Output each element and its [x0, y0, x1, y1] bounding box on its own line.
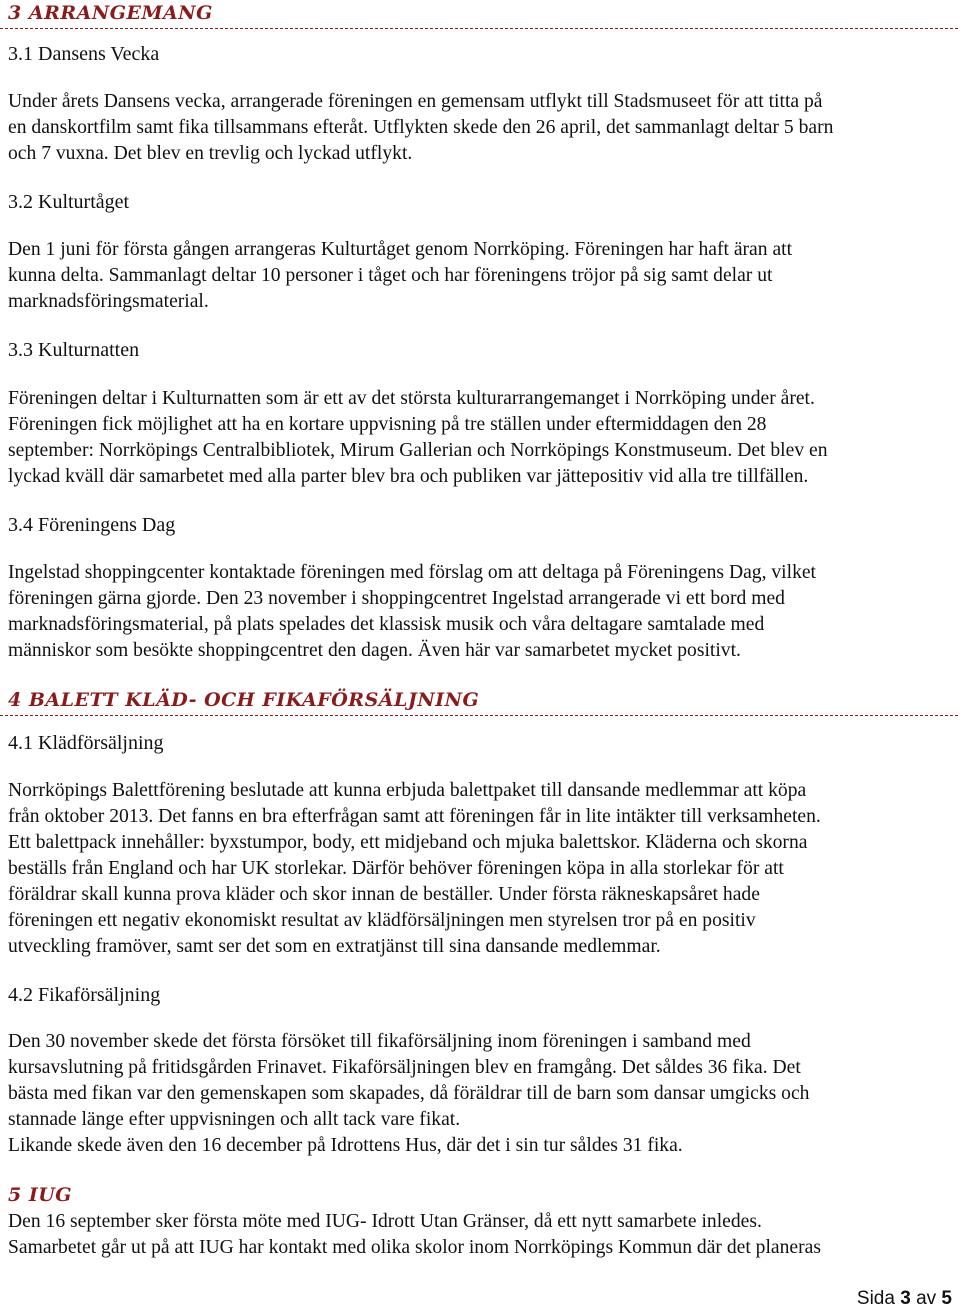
- text-line: marknadsföringsmaterial.: [8, 291, 209, 312]
- subsection-title-3-3: 3.3 Kulturnatten: [8, 339, 140, 361]
- text-line: Den 16 september sker första möte med IUG- Idrott Utan Gränser, då ett nytt samarbete inledes.: [8, 1211, 762, 1232]
- paragraph-4-1: [8, 778, 953, 960]
- text-line: föreningen gärna gjorde. Den 23 november i shoppingcentret Ingelstad arrangerade vi ett bord med: [8, 588, 785, 609]
- subsection-title-3-2: 3.2 Kulturtåget: [8, 191, 130, 213]
- text-line: Samarbetet går ut på att IUG har kontakt med olika skolor inom Norrköpings Kommun där det planeras: [8, 1237, 821, 1258]
- text-line: föräldrar skall kunna prova kläder och skor innan de beställer. Under första räkneskapsåret hade: [8, 884, 760, 905]
- text-line: Den 30 november skede det första försöket till fikaförsäljning inom föreningen i samband med: [8, 1031, 751, 1052]
- paragraph-5: [8, 1209, 953, 1261]
- text-line: lyckad kväll där samarbetet med alla parter blev bra och publiken var jättepositiv vid alla tre tillfällen.: [8, 466, 809, 487]
- text-line: från oktober 2013. Det fanns en bra efterfrågan samt att föreningen får in lite intäkter till verksamheten.: [8, 806, 821, 827]
- text-line: föreningen ett negativ ekonomiskt resultat av klädförsäljningen men styrelsen tror på en positiv: [8, 910, 756, 931]
- text-line: en danskortfilm samt fika tillsammans efteråt. Utflykten skede den 26 april, det sammanlagt deltar 5 barn: [8, 117, 834, 138]
- text-line: september: Norrköpings Centralbibliotek, Mirum Gallerian och Norrköpings Konstmuseum. Det blev en: [8, 440, 828, 461]
- page-total: 5: [941, 1288, 952, 1309]
- text-line: kunna delta. Sammanlagt deltar 10 personer i tåget och har föreningens tröjor på sig samt delar ut: [8, 265, 773, 286]
- of-label: av: [916, 1288, 937, 1309]
- paragraph-3-1: [8, 89, 953, 167]
- section-divider: [0, 715, 958, 716]
- text-line: Ett balettpack innehåller: byxstumpor, body, ett midjeband och mjuka balettskor. Kläderna och skorna: [8, 832, 808, 853]
- subsection-title-3-4: 3.4 Föreningens Dag: [8, 514, 176, 536]
- page-footer: [857, 1288, 952, 1310]
- text-line: människor som besökte shoppingcentret den dagen. Även här var samarbetet mycket positivt.: [8, 640, 741, 661]
- text-line: Ingelstad shoppingcenter kontaktade föreningen med förslag om att deltaga på Föreningens Dag, vilket: [8, 562, 817, 583]
- text-line: bästa med fikan var den gemenskapen som skapades, då föräldrar till de barn som dansar umgicks och: [8, 1083, 810, 1104]
- section-heading-3: 3 ARRANGEMANG: [8, 2, 213, 24]
- text-line: Föreningen deltar i Kulturnatten som är ett av det största kulturarrangemanget i Norrköping under året.: [8, 388, 815, 409]
- subsection-title-4-2: 4.2 Fikaförsäljning: [8, 984, 161, 1006]
- text-line: Under årets Dansens vecka, arrangerade föreningen en gemensam utflykt till Stadsmuseet för att titta på: [8, 91, 823, 112]
- text-line: Likande skede även den 16 december på Idrottens Hus, där det i sin tur såldes 31 fika.: [8, 1135, 683, 1156]
- text-line: Den 1 juni för första gången arrangeras Kulturtåget genom Norrköping. Föreningen har haft äran att: [8, 239, 793, 260]
- text-line: och 7 vuxna. Det blev en trevlig och lyckad utflykt.: [8, 143, 413, 164]
- text-line: utveckling framöver, samt ser det som en extratjänst till sina dansande medlemmar.: [8, 936, 661, 957]
- text-line: Norrköpings Balettförening beslutade att kunna erbjuda balettpaket till dansande medlemmar att köpa: [8, 780, 807, 801]
- section-divider: [0, 28, 958, 29]
- subsection-title-3-1: 3.1 Dansens Vecka: [8, 43, 160, 65]
- text-line: kursavslutning på fritidsgården Frinavet. Fikaförsäljningen blev en framgång. Det såldes 36 fika. Det: [8, 1057, 801, 1078]
- page-number: 3: [900, 1288, 911, 1309]
- text-line: stannade länge efter uppvisningen och allt tack vare fikat.: [8, 1109, 461, 1130]
- paragraph-3-3: [8, 386, 953, 490]
- paragraph-3-4: [8, 560, 953, 664]
- page-label: Sida: [856, 1288, 895, 1309]
- text-line: beställs från England och har UK storlekar. Därför behöver föreningen köpa in alla storlekar för att: [8, 858, 784, 879]
- section-heading-5: 5 IUG: [8, 1184, 73, 1206]
- text-line: Föreningen fick möjlighet att ha en kortare uppvisning på tre ställen under eftermiddagen den 28: [8, 414, 767, 435]
- section-heading-4: 4 BALETT KLÄD- OCH FIKAFÖRSÄLJNING: [8, 689, 480, 711]
- subsection-title-4-1: 4.1 Klädförsäljning: [8, 732, 164, 754]
- text-line: marknadsföringsmaterial, på plats spelades det klassisk musik och våra deltagare samtalade med: [8, 614, 765, 635]
- paragraph-4-2: [8, 1029, 953, 1159]
- paragraph-3-2: [8, 237, 953, 315]
